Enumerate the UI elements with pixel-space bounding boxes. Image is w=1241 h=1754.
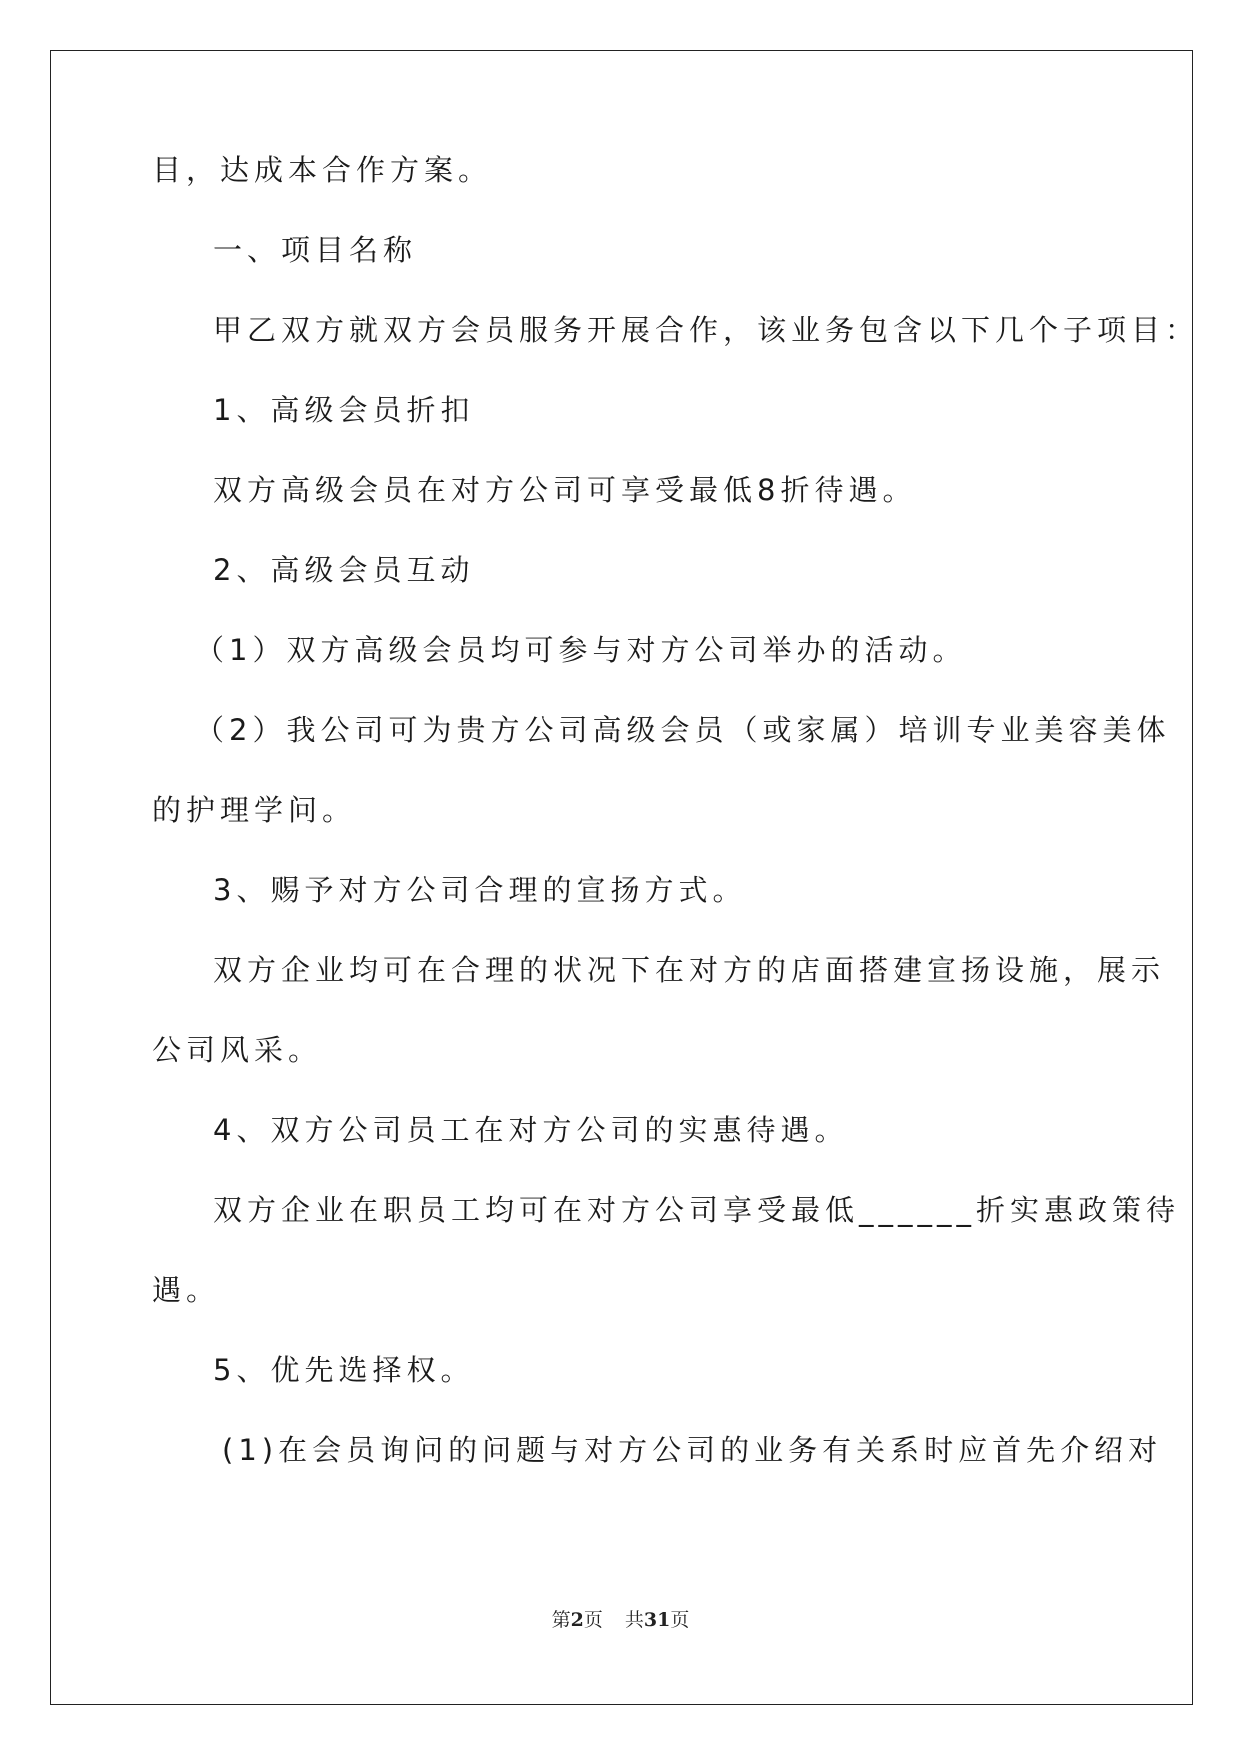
paragraph-item-2-2: （2）我公司可为贵方公司高级会员（或家属）培训专业美容美体: [195, 713, 1171, 747]
item-heading-5: 5、优先选择权。: [213, 1353, 475, 1387]
page-suffix: 页: [583, 1609, 603, 1631]
section-heading-project-name: 一、项目名称: [213, 233, 418, 267]
paragraph-item-4-cont: 遇。: [152, 1273, 221, 1307]
page-number: 2: [570, 1609, 584, 1631]
page-prefix: 第: [551, 1609, 571, 1631]
total-pages: 31: [643, 1609, 671, 1631]
paragraph-item-3: 双方企业均可在合理的状况下在对方的店面搭建宣扬设施，展示: [213, 953, 1166, 987]
item-heading-4: 4、双方公司员工在对方公司的实惠待遇。: [213, 1113, 849, 1147]
paragraph-item-2-2-cont: 的护理学问。: [152, 793, 357, 827]
paragraph-continuation: 目，达成本合作方案。: [152, 153, 493, 187]
item-heading-2: 2、高级会员互动: [213, 553, 475, 587]
item-heading-1: 1、高级会员折扣: [213, 393, 475, 427]
item-heading-3: 3、赐予对方公司合理的宣扬方式。: [213, 873, 747, 907]
paragraph-item-5-1: (1)在会员询问的问题与对方公司的业务有关系时应首先介绍对: [222, 1433, 1163, 1467]
paragraph-intro: 甲乙双方就双方会员服务开展合作，该业务包含以下几个子项目：: [213, 313, 1200, 347]
paragraph-item-4: 双方企业在职员工均可在对方公司享受最低______折实惠政策待: [213, 1193, 1181, 1227]
total-prefix: 共: [624, 1609, 644, 1631]
paragraph-item-2-1: （1）双方高级会员均可参与对方公司举办的活动。: [195, 633, 967, 667]
paragraph-item-1: 双方高级会员在对方公司可享受最低8折待遇。: [213, 473, 917, 507]
total-suffix: 页: [670, 1609, 690, 1631]
page-footer: [0, 1608, 1241, 1632]
paragraph-item-3-cont: 公司风采。: [152, 1033, 323, 1067]
